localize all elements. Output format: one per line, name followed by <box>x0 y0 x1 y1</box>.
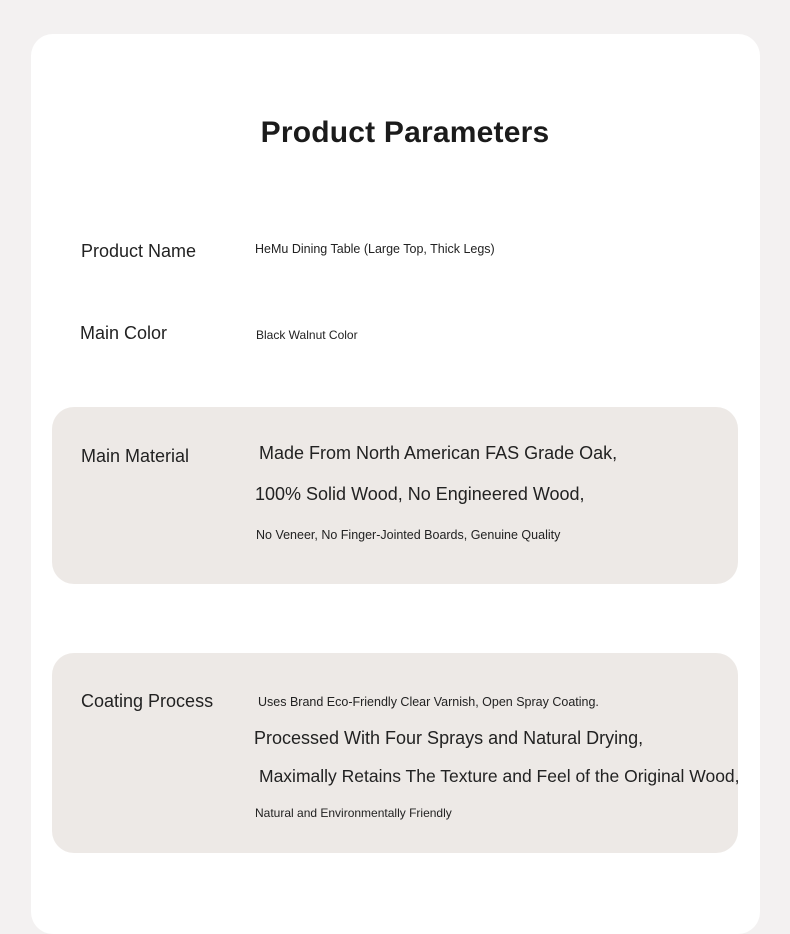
coating-process-line-3: Maximally Retains The Texture and Feel of the Original Wood, <box>259 766 740 786</box>
coating-process-label: Coating Process <box>81 691 214 711</box>
main-material-line-3: No Veneer, No Finger-Jointed Boards, Genuine Quality <box>256 528 561 542</box>
coating-process-line-2: Processed With Four Sprays and Natural Drying, <box>254 728 644 748</box>
coating-process-line-4: Natural and Environmentally Friendly <box>255 806 452 820</box>
main-color-value: Black Walnut Color <box>256 328 358 342</box>
product-name-label: Product Name <box>81 241 197 261</box>
main-material-line-1: Made From North American FAS Grade Oak, <box>259 443 618 463</box>
main-material-line-2: 100% Solid Wood, No Engineered Wood, <box>255 484 585 504</box>
page-title: Product Parameters <box>260 116 550 149</box>
main-color-label: Main Color <box>80 323 168 343</box>
product-name-value: HeMu Dining Table (Large Top, Thick Legs) <box>255 242 495 256</box>
main-material-label: Main Material <box>81 446 190 466</box>
coating-process-panel <box>52 653 738 853</box>
coating-process-line-1: Uses Brand Eco-Friendly Clear Varnish, Open Spray Coating. <box>258 695 599 709</box>
